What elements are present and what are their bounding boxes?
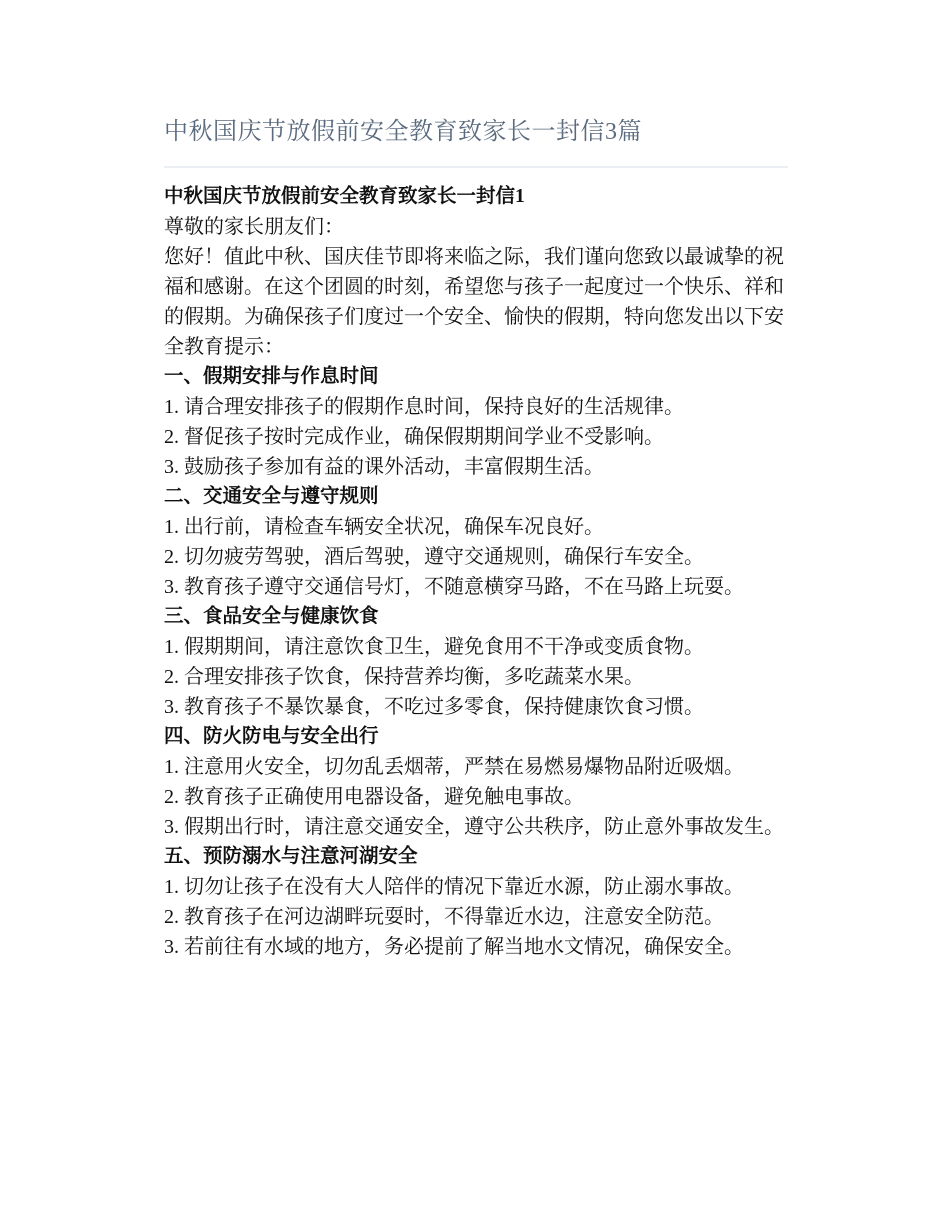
document-body <box>164 182 788 962</box>
list-item: 3. 教育孩子遵守交通信号灯，不随意横穿马路，不在马路上玩耍。 <box>164 576 744 598</box>
list-item: 2. 督促孩子按时完成作业，确保假期期间学业不受影响。 <box>164 426 664 448</box>
list-item: 1. 出行前，请检查车辆安全状况，确保车况良好。 <box>164 516 604 538</box>
list-item: 3. 鼓励孩子参加有益的课外活动，丰富假期生活。 <box>164 456 604 478</box>
list-item: 2. 切勿疲劳驾驶，酒后驾驶，遵守交通规则，确保行车安全。 <box>164 546 704 568</box>
list-item: 3. 若前往有水域的地方，务必提前了解当地水文情况，确保安全。 <box>164 936 744 958</box>
list-item: 2. 合理安排孩子饮食，保持营养均衡，多吃蔬菜水果。 <box>164 666 644 688</box>
section-heading-traffic: 二、交通安全与遵守规则 <box>164 486 379 507</box>
list-item: 1. 注意用火安全，切勿乱丢烟蒂，严禁在易燃易爆物品附近吸烟。 <box>164 756 744 778</box>
section-heading-food: 三、食品安全与健康饮食 <box>164 606 379 627</box>
section-heading-fire: 四、防火防电与安全出行 <box>164 726 379 747</box>
salutation: 尊敬的家长朋友们： <box>164 216 344 238</box>
section-heading-water: 五、预防溺水与注意河湖安全 <box>164 846 418 867</box>
section-heading-schedule: 一、假期安排与作息时间 <box>164 366 379 387</box>
list-item: 3. 教育孩子不暴饮暴食，不吃过多零食，保持健康饮食习惯。 <box>164 696 704 718</box>
list-item: 1. 请合理安排孩子的假期作息时间，保持良好的生活规律。 <box>164 396 684 418</box>
intro-paragraph: 您好！值此中秋、国庆佳节即将来临之际，我们谨向您致以最诚挚的祝福和感谢。在这个团圆的时刻，希望您与孩子一起度过一个快乐、祥和的假期。为确保孩子们度过一个安全、愉快的假期，特向您发出以下安全教育提示： <box>164 246 784 358</box>
list-item: 1. 切勿让孩子在没有大人陪伴的情况下靠近水源，防止溺水事故。 <box>164 876 744 898</box>
document-page <box>164 112 788 962</box>
list-item: 1. 假期期间，请注意饮食卫生，避免食用不干净或变质食物。 <box>164 636 704 658</box>
list-item: 3. 假期出行时，请注意交通安全，遵守公共秩序，防止意外事故发生。 <box>164 816 784 838</box>
letter-heading: 中秋国庆节放假前安全教育致家长一封信1 <box>164 186 525 207</box>
list-item: 2. 教育孩子正确使用电器设备，避免触电事故。 <box>164 786 584 808</box>
list-item: 2. 教育孩子在河边湖畔玩耍时，不得靠近水边，注意安全防范。 <box>164 906 724 928</box>
title-divider <box>164 166 788 168</box>
document-title: 中秋国庆节放假前安全教育致家长一封信3篇 <box>164 119 642 145</box>
